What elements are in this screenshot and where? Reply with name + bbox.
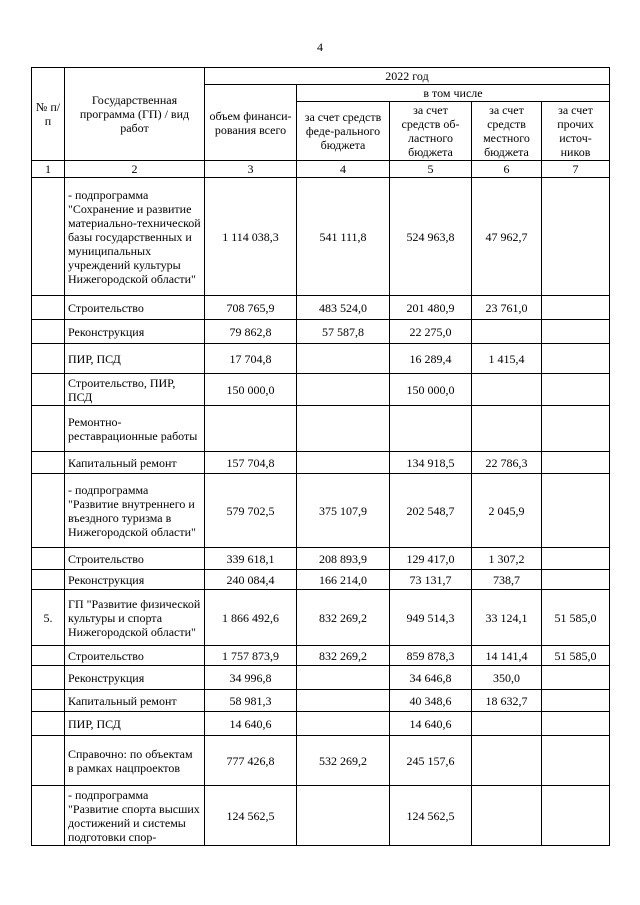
cell-regional: 16 289,4 (390, 344, 472, 374)
table-row (32, 374, 610, 406)
cell-federal: 541 111,8 (297, 178, 390, 296)
cell-total: 339 618,1 (205, 548, 297, 570)
table-row (32, 406, 610, 452)
cell-federal: 532 269,2 (297, 736, 390, 786)
cell-no (32, 570, 65, 590)
cell-regional: 14 640,6 (390, 712, 472, 736)
cell-no (32, 296, 65, 320)
cell-local: 350,0 (472, 666, 542, 690)
col-number-5: 5 (390, 161, 472, 178)
cell-total: 34 996,8 (205, 666, 297, 690)
cell-name: - подпрограмма "Развитие внутреннего и въездного туризма в Нижегородской области" (65, 474, 205, 548)
cell-total: 1 757 873,9 (205, 646, 297, 666)
cell-name: Строительство (65, 646, 205, 666)
cell-other: 51 585,0 (542, 646, 610, 666)
cell-other (542, 374, 610, 406)
cell-name: - подпрограмма "Развитие спорта высших достижений и системы подготовки спор- (65, 786, 205, 846)
cell-no (32, 786, 65, 846)
cell-regional: 201 480,9 (390, 296, 472, 320)
cell-federal (297, 452, 390, 474)
table-row (32, 320, 610, 344)
cell-federal: 832 269,2 (297, 590, 390, 646)
cell-total: 1 866 492,6 (205, 590, 297, 646)
cell-regional: 134 918,5 (390, 452, 472, 474)
header-other: за счет прочих источ-ников (542, 102, 610, 161)
cell-no (32, 474, 65, 548)
header-including: в том числе (297, 85, 610, 102)
table-row (32, 590, 610, 646)
cell-name: Строительство, ПИР, ПСД (65, 374, 205, 406)
cell-no (32, 712, 65, 736)
cell-total: 58 981,3 (205, 690, 297, 712)
cell-no (32, 666, 65, 690)
cell-no (32, 452, 65, 474)
cell-other (542, 736, 610, 786)
col-number-2: 2 (65, 161, 205, 178)
cell-name: Реконструкция (65, 666, 205, 690)
page-number: 4 (317, 40, 323, 54)
table-row (32, 178, 610, 296)
cell-total: 240 084,4 (205, 570, 297, 590)
cell-other (542, 712, 610, 736)
cell-other (542, 666, 610, 690)
cell-federal (297, 666, 390, 690)
cell-name: Строительство (65, 548, 205, 570)
cell-name: ПИР, ПСД (65, 712, 205, 736)
table-row (32, 548, 610, 570)
cell-local: 33 124,1 (472, 590, 542, 646)
cell-local: 18 632,7 (472, 690, 542, 712)
cell-name: Строительство (65, 296, 205, 320)
cell-total: 708 765,9 (205, 296, 297, 320)
cell-local: 738,7 (472, 570, 542, 590)
cell-federal (297, 374, 390, 406)
cell-no (32, 548, 65, 570)
budget-table (31, 67, 610, 846)
cell-other (542, 548, 610, 570)
cell-federal (297, 690, 390, 712)
cell-local (472, 374, 542, 406)
cell-local (472, 736, 542, 786)
cell-name: Ремонтно-реставрационные работы (65, 406, 205, 452)
cell-name: ГП "Развитие физической культуры и спорта Нижегородской области" (65, 590, 205, 646)
cell-local (472, 406, 542, 452)
cell-no (32, 406, 65, 452)
header-number: № п/п (32, 68, 65, 161)
cell-no (32, 736, 65, 786)
cell-total: 150 000,0 (205, 374, 297, 406)
cell-other (542, 452, 610, 474)
cell-other (542, 320, 610, 344)
cell-other (542, 344, 610, 374)
cell-federal (297, 406, 390, 452)
cell-federal: 483 524,0 (297, 296, 390, 320)
cell-federal: 57 587,8 (297, 320, 390, 344)
cell-federal (297, 712, 390, 736)
header-year: 2022 год (205, 68, 610, 85)
cell-total: 1 114 038,3 (205, 178, 297, 296)
cell-regional: 245 157,6 (390, 736, 472, 786)
cell-no (32, 374, 65, 406)
cell-no: 5. (32, 590, 65, 646)
table-row (32, 690, 610, 712)
cell-regional: 73 131,7 (390, 570, 472, 590)
table-row (32, 474, 610, 548)
cell-local: 14 141,4 (472, 646, 542, 666)
table-row (32, 570, 610, 590)
cell-local (472, 712, 542, 736)
cell-other (542, 690, 610, 712)
cell-federal: 832 269,2 (297, 646, 390, 666)
header-total: объем финанси-рования всего (205, 85, 297, 161)
cell-regional: 22 275,0 (390, 320, 472, 344)
cell-other: 51 585,0 (542, 590, 610, 646)
cell-no (32, 690, 65, 712)
table-row (32, 666, 610, 690)
cell-name: ПИР, ПСД (65, 344, 205, 374)
col-number-4: 4 (297, 161, 390, 178)
cell-no (32, 178, 65, 296)
cell-other (542, 570, 610, 590)
cell-total: 14 640,6 (205, 712, 297, 736)
cell-regional: 949 514,3 (390, 590, 472, 646)
cell-total: 79 862,8 (205, 320, 297, 344)
cell-regional: 524 963,8 (390, 178, 472, 296)
cell-name: Капитальный ремонт (65, 452, 205, 474)
table-row (32, 712, 610, 736)
col-number-1: 1 (32, 161, 65, 178)
table-body (32, 178, 610, 846)
cell-name: Реконструкция (65, 320, 205, 344)
cell-local (472, 320, 542, 344)
cell-local: 22 786,3 (472, 452, 542, 474)
cell-federal (297, 786, 390, 846)
cell-total: 777 426,8 (205, 736, 297, 786)
cell-local: 1 415,4 (472, 344, 542, 374)
cell-name: Капитальный ремонт (65, 690, 205, 712)
table-row (32, 344, 610, 374)
table-row (32, 786, 610, 846)
cell-federal (297, 344, 390, 374)
header-federal: за счет средств феде-рального бюджета (297, 102, 390, 161)
cell-other (542, 474, 610, 548)
table-row (32, 736, 610, 786)
cell-total: 124 562,5 (205, 786, 297, 846)
cell-other (542, 178, 610, 296)
table-header (32, 68, 610, 178)
cell-regional: 859 878,3 (390, 646, 472, 666)
cell-name: Справочно: по объектам в рамках нацпроектов (65, 736, 205, 786)
cell-federal: 166 214,0 (297, 570, 390, 590)
cell-local: 2 045,9 (472, 474, 542, 548)
cell-other (542, 296, 610, 320)
cell-regional (390, 406, 472, 452)
col-number-6: 6 (472, 161, 542, 178)
header-local: за счет средств местного бюджета (472, 102, 542, 161)
header-program: Государственная программа (ГП) / вид работ (65, 68, 205, 161)
cell-other (542, 406, 610, 452)
cell-total: 157 704,8 (205, 452, 297, 474)
cell-total (205, 406, 297, 452)
cell-no (32, 646, 65, 666)
cell-regional: 40 348,6 (390, 690, 472, 712)
cell-regional: 129 417,0 (390, 548, 472, 570)
col-number-3: 3 (205, 161, 297, 178)
cell-total: 17 704,8 (205, 344, 297, 374)
cell-local: 47 962,7 (472, 178, 542, 296)
cell-local: 23 761,0 (472, 296, 542, 320)
col-number-7: 7 (542, 161, 610, 178)
cell-other (542, 786, 610, 846)
cell-total: 579 702,5 (205, 474, 297, 548)
cell-federal: 375 107,9 (297, 474, 390, 548)
cell-regional: 34 646,8 (390, 666, 472, 690)
cell-no (32, 320, 65, 344)
cell-regional: 150 000,0 (390, 374, 472, 406)
cell-regional: 124 562,5 (390, 786, 472, 846)
cell-federal: 208 893,9 (297, 548, 390, 570)
table-row (32, 452, 610, 474)
cell-local (472, 786, 542, 846)
cell-local: 1 307,2 (472, 548, 542, 570)
cell-regional: 202 548,7 (390, 474, 472, 548)
cell-name: - подпрограмма "Сохранение и развитие материально-технической базы государственных и муниципальных учреждений культуры Нижегородской области" (65, 178, 205, 296)
cell-no (32, 344, 65, 374)
table-row (32, 296, 610, 320)
cell-name: Реконструкция (65, 570, 205, 590)
header-regional: за счет средств об-ластного бюджета (390, 102, 472, 161)
table-row (32, 646, 610, 666)
